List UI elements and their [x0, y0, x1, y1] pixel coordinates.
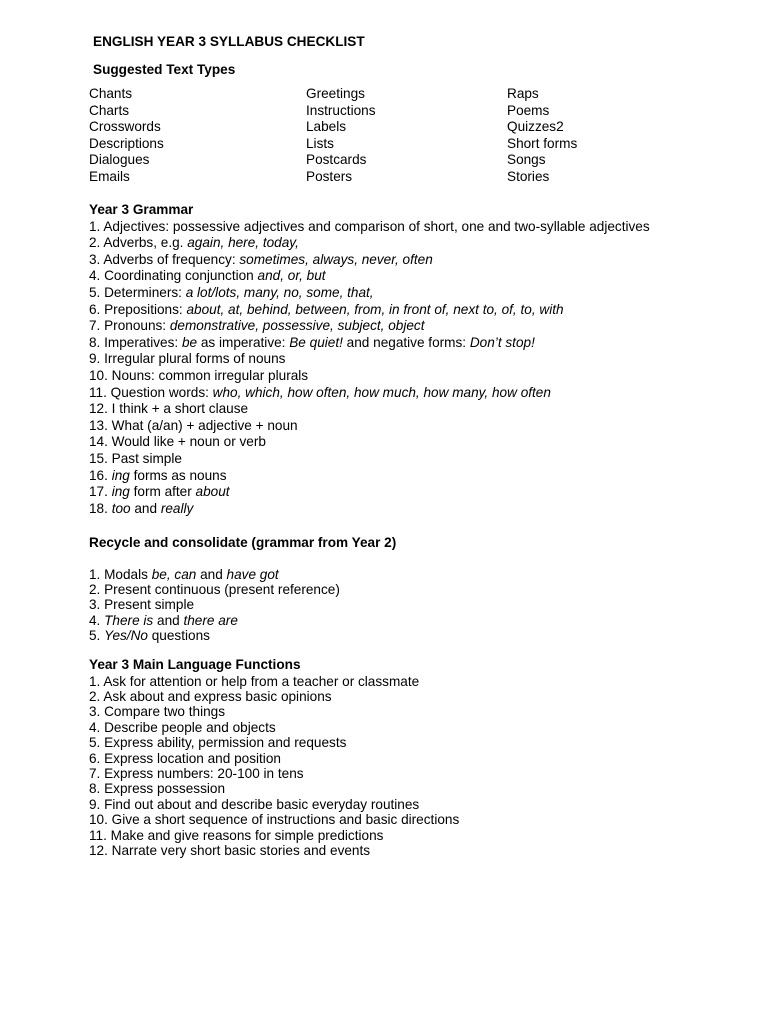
list-item [89, 501, 749, 518]
italic-text: be [181, 334, 198, 350]
text-segment: and negative forms: [342, 334, 470, 350]
italic-text: ing [111, 467, 130, 483]
list-item: 2. Ask about and express basic opinions [89, 688, 332, 704]
italic-text: about [195, 484, 230, 500]
text-types-column-2 [306, 86, 376, 186]
list-item [89, 484, 749, 501]
list-item [89, 582, 749, 597]
list-item [89, 219, 749, 236]
text-type-item: Lists [306, 135, 334, 151]
list-item [89, 235, 749, 252]
italic-text: Yes/No [104, 628, 148, 644]
text-segment: 4. [89, 612, 105, 628]
text-type-item: Dialogues [89, 152, 150, 168]
text-segment: 8. Imperatives: [89, 334, 182, 350]
italic-text: too [111, 500, 131, 516]
text-segment: 4. Coordinating conjunction [89, 268, 258, 284]
list-item [89, 268, 749, 285]
text-types-column-3 [507, 86, 577, 186]
text-segment: 14. Would like + noun or verb [89, 434, 266, 450]
list-item: 7. Express numbers: 20-100 in tens [89, 765, 304, 781]
list-item [89, 468, 749, 485]
italic-text: about, at, behind, between, from, in front of, next to, of, to, with [186, 301, 564, 317]
italic-text: Be quiet! [289, 334, 343, 350]
text-type-item: Songs [507, 152, 546, 168]
text-segment: and [196, 566, 227, 582]
text-segment: 10. Nouns: common irregular plurals [89, 367, 309, 383]
list-item: 10. Give a short sequence of instructions and basic directions [89, 812, 460, 828]
list-item: 5. Express ability, permission and requests [89, 735, 347, 751]
text-segment: and [153, 612, 184, 628]
text-type-item: Posters [306, 168, 353, 184]
text-segment: 15. Past simple [89, 450, 182, 466]
text-type-item: Raps [507, 86, 539, 101]
text-segment: 11. Question words: [89, 384, 213, 400]
list-item [89, 368, 749, 385]
functions-list [89, 674, 749, 859]
list-item: 6. Express location and position [89, 750, 281, 766]
text-segment: 12. I think + a short clause [89, 401, 249, 417]
text-type-item: Instructions [306, 102, 376, 118]
recycle-section [89, 535, 749, 644]
text-segment: 16. [89, 467, 112, 483]
list-item: 11. Make and give reasons for simple predictions [89, 827, 384, 843]
list-item [89, 451, 749, 468]
italic-text: who, which, how often, how much, how many, how often [212, 384, 551, 400]
text-segment: 3. Present simple [89, 597, 195, 613]
text-segment: 3. Adverbs of frequency: [89, 251, 240, 267]
list-item [89, 302, 749, 319]
text-segment: 6. Prepositions: [89, 301, 187, 317]
list-item: 4. Describe people and objects [89, 719, 276, 735]
text-type-item: Greetings [306, 86, 365, 101]
italic-text: again, here, today, [187, 235, 299, 251]
list-item: 12. Narrate very short basic stories and events [89, 842, 371, 858]
italic-text: be, can [151, 566, 197, 582]
list-item [89, 418, 749, 435]
list-item [89, 434, 749, 451]
text-type-item: Labels [306, 119, 347, 135]
text-type-item: Quizzes2 [507, 119, 564, 135]
list-item: 9. Find out about and describe basic everyday routines [89, 796, 420, 812]
text-segment: questions [147, 628, 210, 644]
list-item [89, 613, 749, 628]
italic-text: There is [104, 612, 154, 628]
functions-section [89, 657, 749, 858]
text-types-column-1 [89, 86, 164, 186]
text-segment: 9. Irregular plural forms of nouns [89, 351, 286, 367]
text-type-item: Descriptions [89, 135, 164, 151]
list-item: 3. Compare two things [89, 704, 226, 720]
text-segment: as imperative: [197, 334, 290, 350]
text-type-item: Postcards [306, 152, 367, 168]
italic-text: ing [111, 484, 130, 500]
text-type-item: Poems [507, 102, 550, 118]
list-item [89, 335, 749, 352]
text-segment: 2. Adverbs, e.g. [89, 235, 188, 251]
text-type-item: Crosswords [89, 119, 161, 135]
list-item [89, 285, 749, 302]
text-segment: 5. Determiners: [89, 284, 186, 300]
grammar-list [89, 219, 749, 518]
recycle-heading: Recycle and consolidate (grammar from Year 2) [89, 535, 397, 550]
list-item [89, 597, 749, 612]
text-segment: 13. What (a/an) + adjective + noun [89, 417, 298, 433]
text-type-item: Short forms [507, 135, 578, 151]
text-type-item: Charts [89, 102, 130, 118]
text-segment: 1. Adjectives: possessive adjectives and comparison of short, one and two-syllable adjectives [89, 218, 650, 234]
italic-text: and, or, but [257, 268, 326, 284]
document-title: ENGLISH YEAR 3 SYLLABUS CHECKLIST [93, 34, 365, 49]
text-types-heading: Suggested Text Types [93, 62, 236, 77]
text-segment: forms as nouns [129, 467, 227, 483]
grammar-section [89, 202, 749, 517]
text-segment: 1. Modals [89, 566, 152, 582]
italic-text: really [160, 500, 194, 516]
recycle-list [89, 567, 749, 644]
list-item [89, 628, 749, 643]
list-item [89, 318, 749, 335]
italic-text: a lot/lots, many, no, some, that, [185, 284, 374, 300]
text-type-item: Chants [89, 86, 133, 101]
text-segment: 7. Pronouns: [89, 318, 170, 334]
list-item [89, 385, 749, 402]
text-type-item: Stories [507, 168, 550, 184]
text-type-item: Emails [89, 168, 130, 184]
grammar-heading: Year 3 Grammar [89, 202, 194, 217]
text-segment: 18. [89, 500, 112, 516]
italic-text: there are [183, 612, 238, 628]
text-segment: form after [129, 484, 196, 500]
list-item: 1. Ask for attention or help from a teacher or classmate [89, 673, 420, 689]
list-item [89, 401, 749, 418]
list-item: 8. Express possession [89, 781, 226, 797]
italic-text: sometimes, always, never, often [239, 251, 433, 267]
list-item [89, 567, 749, 582]
text-segment: 2. Present continuous (present reference) [89, 581, 340, 597]
italic-text: Don’t stop! [469, 334, 535, 350]
text-segment: 5. [89, 628, 105, 644]
functions-heading: Year 3 Main Language Functions [89, 657, 301, 672]
italic-text: have got [226, 566, 279, 582]
list-item [89, 252, 749, 269]
list-item [89, 351, 749, 368]
italic-text: demonstrative, possessive, subject, object [169, 318, 425, 334]
text-segment: and [130, 500, 161, 516]
text-segment: 17. [89, 484, 112, 500]
